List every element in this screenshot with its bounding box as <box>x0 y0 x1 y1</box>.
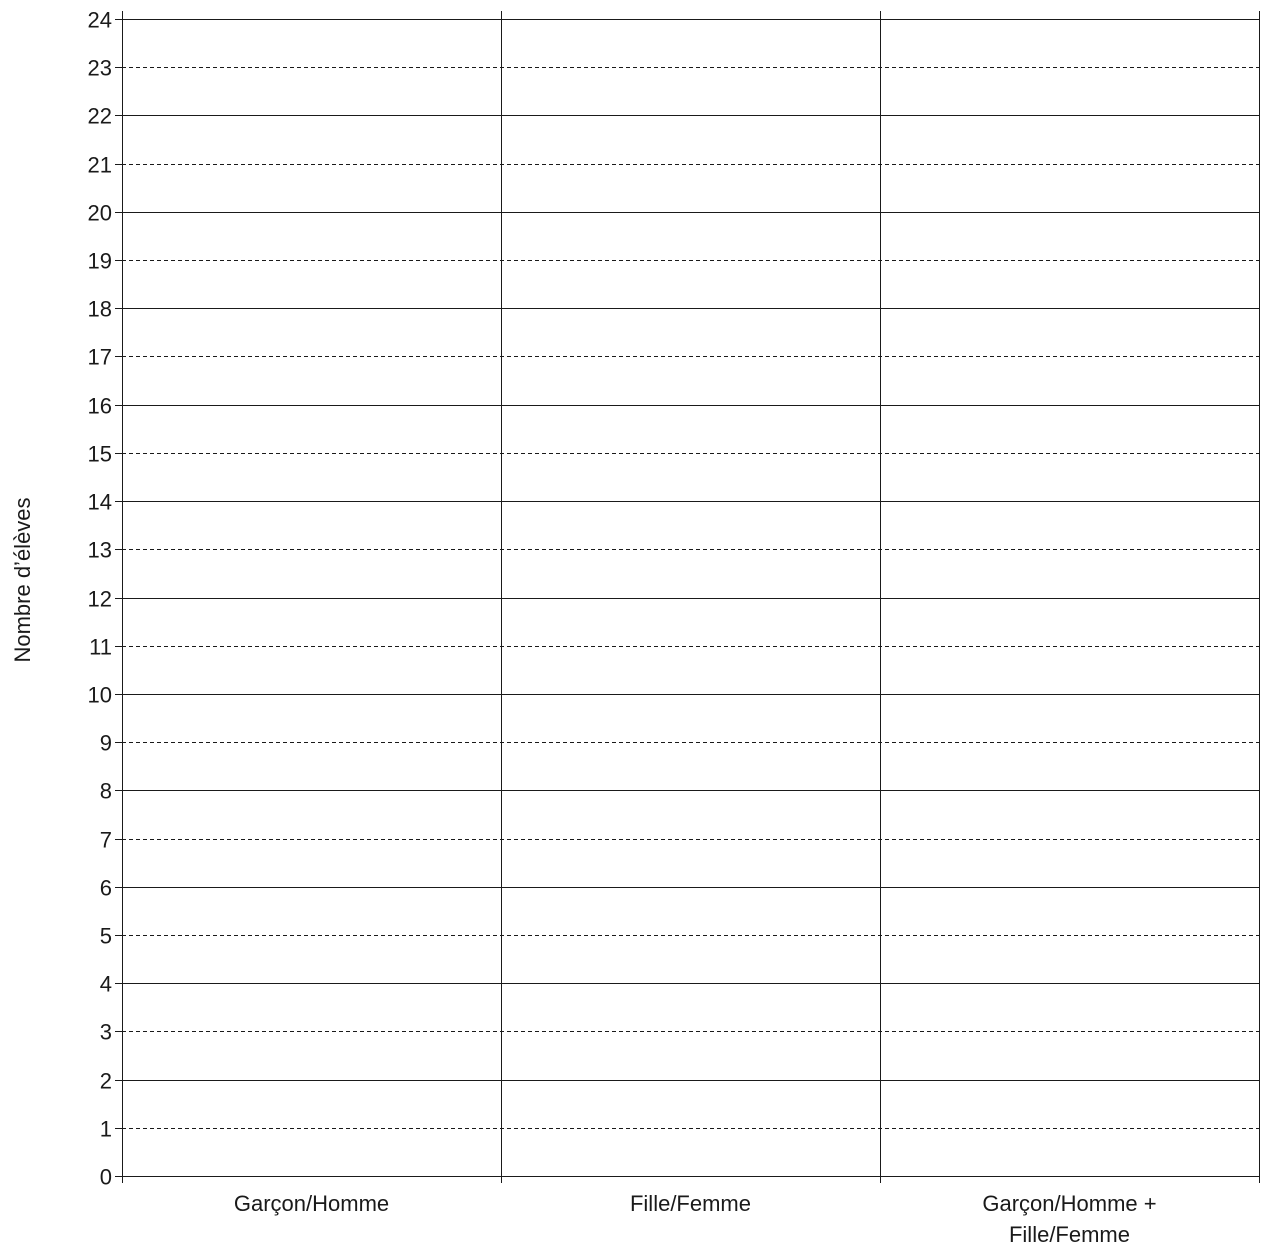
x-category-label: Garçon/Homme + <box>982 1191 1157 1216</box>
y-tick-label: 23 <box>87 55 112 81</box>
y-tick-label: 6 <box>99 875 112 901</box>
y-tick-label: 11 <box>89 634 112 660</box>
y-tick-label: 12 <box>87 586 112 612</box>
y-tick-label: 17 <box>87 344 112 370</box>
y-tick-label: 5 <box>99 923 112 949</box>
grid-lines <box>122 11 1260 1183</box>
y-axis-ticks <box>88 8 122 1190</box>
x-category-label: Fille/Femme <box>1008 1222 1131 1247</box>
y-tick-label: 20 <box>87 200 112 226</box>
y-tick-label: 15 <box>87 441 112 467</box>
y-tick-label: 2 <box>99 1068 112 1094</box>
y-tick-label: 1 <box>99 1116 112 1142</box>
y-tick-label: 19 <box>87 248 112 274</box>
y-tick-label: 18 <box>87 296 112 322</box>
x-axis-categories <box>234 1191 1157 1247</box>
y-tick-label: 24 <box>87 7 112 33</box>
y-axis-label: Nombre d’élèves <box>10 497 35 663</box>
y-tick-label: 9 <box>99 730 112 756</box>
y-tick-label: 10 <box>87 682 112 708</box>
y-tick-label: 4 <box>99 971 112 997</box>
x-category-label: Garçon/Homme <box>233 1191 390 1216</box>
y-tick-label: 0 <box>99 1164 112 1190</box>
y-tick-label: 8 <box>99 778 112 804</box>
y-tick-label: 7 <box>99 827 112 853</box>
y-tick-label: 13 <box>87 537 112 563</box>
y-tick-label: 16 <box>87 393 112 419</box>
y-tick-label: 3 <box>99 1019 112 1045</box>
x-category-label: Fille/Femme <box>629 1191 752 1216</box>
y-tick-label: 22 <box>87 103 112 129</box>
y-tick-label: 21 <box>87 152 112 178</box>
y-tick-label: 14 <box>87 489 112 515</box>
